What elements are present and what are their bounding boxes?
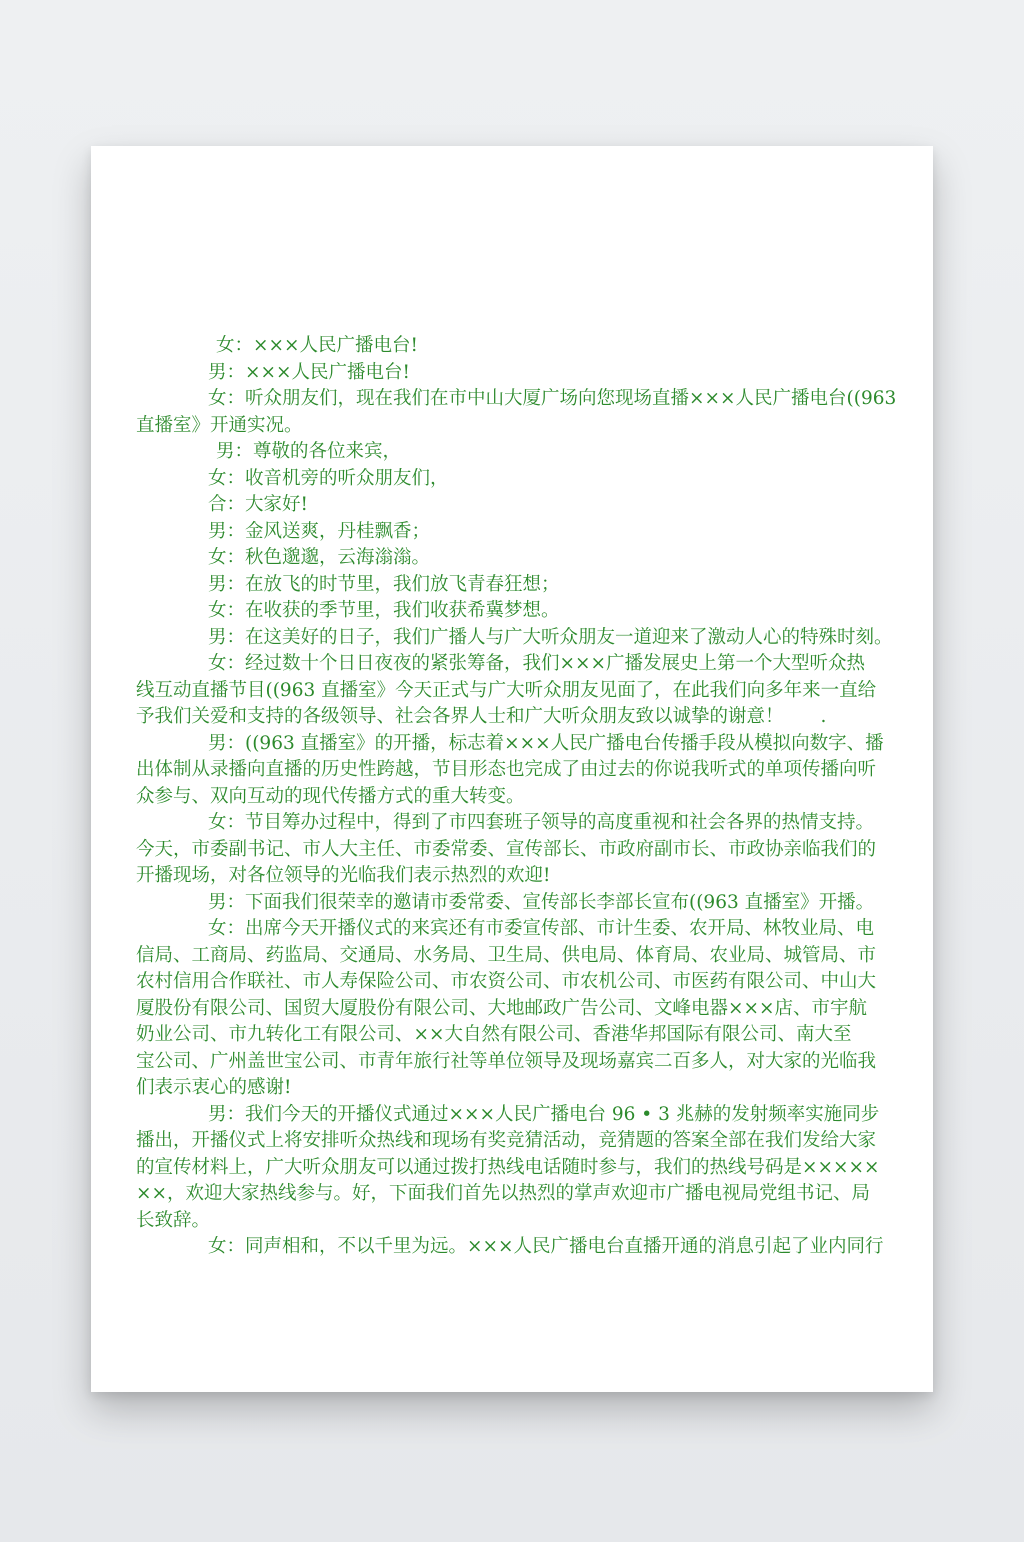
text-line: 女：秋色邈邈，云海滃滃。	[208, 547, 431, 568]
text-line: 女：×××人民广播电台!	[216, 335, 418, 356]
text-line: 农村信用合作联社、市人寿保险公司、市农资公司、市农机公司、市医药有限公司、中山大	[136, 971, 877, 992]
text-line: 出体制从录播向直播的历史性跨越，节目形态也完成了由过去的你说我听式的单项传播向听	[136, 759, 877, 780]
text-line: 女：同声相和，不以千里为远。×××人民广播电台直播开通的消息引起了业内同行	[208, 1236, 884, 1257]
text-line: 们表示衷心的感谢!	[136, 1077, 292, 1098]
text-line: 男：在放飞的时节里，我们放飞青春狂想；	[208, 573, 560, 595]
text-line: 直播室》开通实况。	[136, 414, 303, 436]
text-line: ××，欢迎大家热线参与。好，下面我们首先以热烈的掌声欢迎市广播电视局党组书记、局	[136, 1183, 871, 1204]
text-line: 女：听众朋友们，现在我们在市中山大厦广场向您现场直播×××人民广播电台((963	[208, 388, 897, 409]
text-line: 合：大家好!	[208, 494, 308, 515]
text-line: 线互动直播节目((963 直播室》今天正式与广大听众朋友见面了，在此我们向多年来一直给	[136, 679, 877, 701]
text-line: 女：节目筹办过程中，得到了市四套班子领导的高度重视和社会各界的热情支持。	[208, 812, 875, 833]
text-line: 开播现场，对各位领导的光临我们表示热烈的欢迎!	[136, 865, 551, 886]
text-line: 宝公司、广州盖世宝公司、市青年旅行社等单位领导及现场嘉宾二百多人，对大家的光临我	[136, 1050, 877, 1072]
script-text	[136, 333, 933, 1261]
text-line: 男：((963 直播室》的开播，标志着×××人民广播电台传播手段从模拟向数字、播	[208, 732, 884, 754]
text-line: 厦股份有限公司、国贸大厦股份有限公司、大地邮政广告公司、文峰电器×××店、市宇航	[136, 997, 868, 1019]
text-line: 信局、工商局、药监局、交通局、水务局、卫生局、供电局、体育局、农业局、城管局、市	[136, 944, 877, 966]
text-line: 女：经过数十个日日夜夜的紧张筹备，我们×××广播发展史上第一个大型听众热	[208, 653, 866, 674]
text-line: 女：在收获的季节里，我们收获希冀梦想。	[208, 600, 560, 621]
text-line: 女：收音机旁的听众朋友们，	[208, 467, 449, 489]
text-line: 今天，市委副书记、市人大主任、市委常委、宣传部长、市政府副市长、市政协亲临我们的	[136, 838, 877, 860]
text-line: 播出，开播仪式上将安排听众热线和现场有奖竞猜活动，竞猜题的答案全部在我们发给大家	[136, 1130, 877, 1151]
text-line: 男：尊敬的各位来宾，	[216, 441, 402, 462]
text-line: 众参与、双向互动的现代传播方式的重大转变。	[136, 785, 525, 807]
text-line: 男：在这美好的日子，我们广播人与广大听众朋友一道迎来了激动人心的特殊时刻。	[208, 626, 893, 648]
text-line: 男：下面我们很荣幸的邀请市委常委、宣传部长李部长宣布((963 直播室》开播。	[208, 891, 875, 913]
text-line: 男：金风送爽，丹桂飘香；	[208, 520, 431, 542]
text-line: 长致辞。	[136, 1209, 211, 1231]
text-line: 男：×××人民广播电台!	[208, 361, 410, 383]
document-page	[91, 146, 933, 1392]
text-line: 的宣传材料上，广大听众朋友可以通过拨打热线电话随时参与，我们的热线号码是×××××	[136, 1156, 880, 1178]
text-line: 予我们关爱和支持的各级领导、社会各界人士和广大听众朋友致以诚挚的谢意！ .	[136, 706, 827, 727]
text-line: 女：出席今天开播仪式的来宾还有市委宣传部、市计生委、农开局、林牧业局、电	[208, 918, 875, 939]
text-line: 男：我们今天的开播仪式通过×××人民广播电台 96 • 3 兆赫的发射频率实施同步	[208, 1103, 880, 1125]
text-line: 奶业公司、市九转化工有限公司、××大自然有限公司、香港华邦国际有限公司、南大至	[136, 1024, 852, 1045]
